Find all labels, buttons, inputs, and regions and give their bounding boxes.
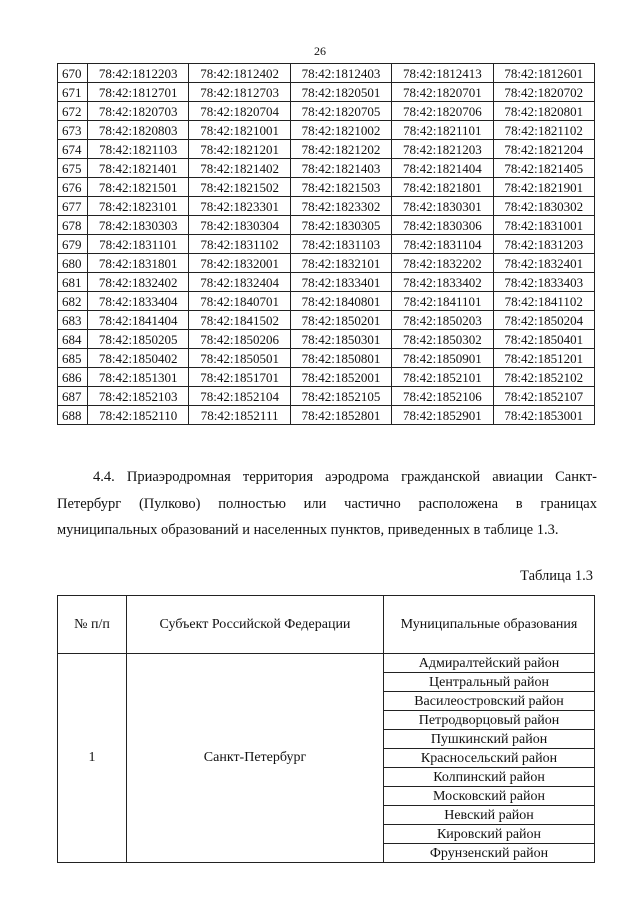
row-number: 670 <box>58 64 88 83</box>
page-number: 26 <box>314 44 326 58</box>
row-number: 671 <box>58 83 88 102</box>
cadastral-code: 78:42:1821101 <box>392 121 493 140</box>
cadastral-code: 78:42:1820702 <box>493 83 594 102</box>
table-row <box>58 216 595 235</box>
cadastral-code: 78:42:1821502 <box>189 178 290 197</box>
cadastral-code: 78:42:1841502 <box>189 311 290 330</box>
cadastral-code: 78:42:1820704 <box>189 102 290 121</box>
cadastral-code: 78:42:1821201 <box>189 140 290 159</box>
row-number: 679 <box>58 235 88 254</box>
cadastral-code: 78:42:1821801 <box>392 178 493 197</box>
cadastral-code: 78:42:1821002 <box>290 121 391 140</box>
cadastral-code: 78:42:1841102 <box>493 292 594 311</box>
cadastral-table <box>57 63 595 425</box>
cadastral-code: 78:42:1831001 <box>493 216 594 235</box>
cadastral-code: 78:42:1850401 <box>493 330 594 349</box>
table-row <box>58 387 595 406</box>
cadastral-code: 78:42:1852111 <box>189 406 290 425</box>
cadastral-code: 78:42:1831801 <box>88 254 189 273</box>
row-number: 674 <box>58 140 88 159</box>
cadastral-code: 78:42:1823101 <box>88 197 189 216</box>
table-row <box>58 311 595 330</box>
cadastral-code: 78:42:1821103 <box>88 140 189 159</box>
cadastral-code: 78:42:1821102 <box>493 121 594 140</box>
cadastral-code: 78:42:1831103 <box>290 235 391 254</box>
cadastral-code: 78:42:1831101 <box>88 235 189 254</box>
municipality-cell: Кировский район <box>384 825 595 844</box>
cadastral-code: 78:42:1821001 <box>189 121 290 140</box>
cadastral-code: 78:42:1850205 <box>88 330 189 349</box>
municipality-cell: Красносельский район <box>384 749 595 768</box>
cadastral-code: 78:42:1821501 <box>88 178 189 197</box>
muni-header-row <box>58 596 595 654</box>
cadastral-code: 78:42:1821403 <box>290 159 391 178</box>
cadastral-code: 78:42:1841101 <box>392 292 493 311</box>
cadastral-code: 78:42:1820801 <box>493 102 594 121</box>
muni-row <box>58 654 595 673</box>
row-number: 686 <box>58 368 88 387</box>
row-number: 680 <box>58 254 88 273</box>
cadastral-code: 78:42:1812703 <box>189 83 290 102</box>
cadastral-code: 78:42:1821404 <box>392 159 493 178</box>
cadastral-code: 78:42:1812403 <box>290 64 391 83</box>
row-number: 688 <box>58 406 88 425</box>
cadastral-code: 78:42:1852107 <box>493 387 594 406</box>
cadastral-code: 78:42:1821202 <box>290 140 391 159</box>
cadastral-code: 78:42:1850501 <box>189 349 290 368</box>
row-number: 675 <box>58 159 88 178</box>
table-row <box>58 349 595 368</box>
municipality-cell: Фрунзенский район <box>384 844 595 863</box>
cadastral-table-body <box>58 64 595 425</box>
cadastral-code: 78:42:1833402 <box>392 273 493 292</box>
table-row <box>58 140 595 159</box>
cadastral-code: 78:42:1852901 <box>392 406 493 425</box>
cadastral-code: 78:42:1851301 <box>88 368 189 387</box>
cadastral-code: 78:42:1850901 <box>392 349 493 368</box>
table-row <box>58 102 595 121</box>
cadastral-code: 78:42:1832101 <box>290 254 391 273</box>
header-municipalities: Муниципальные образования <box>384 596 595 654</box>
row-number: 676 <box>58 178 88 197</box>
municipality-cell: Василеостровский район <box>384 692 595 711</box>
cadastral-code: 78:42:1820803 <box>88 121 189 140</box>
cadastral-code: 78:42:1830301 <box>392 197 493 216</box>
row-number: 687 <box>58 387 88 406</box>
cadastral-code: 78:42:1832404 <box>189 273 290 292</box>
table-row <box>58 159 595 178</box>
cadastral-code: 78:42:1821901 <box>493 178 594 197</box>
table-row <box>58 292 595 311</box>
cadastral-code: 78:42:1852105 <box>290 387 391 406</box>
cadastral-code: 78:42:1850302 <box>392 330 493 349</box>
cadastral-code: 78:42:1830304 <box>189 216 290 235</box>
cadastral-code: 78:42:1840801 <box>290 292 391 311</box>
cadastral-code: 78:42:1830303 <box>88 216 189 235</box>
municipality-cell: Колпинский район <box>384 768 595 787</box>
cadastral-code: 78:42:1852801 <box>290 406 391 425</box>
cadastral-code: 78:42:1852110 <box>88 406 189 425</box>
cadastral-code: 78:42:1823302 <box>290 197 391 216</box>
row-number: 684 <box>58 330 88 349</box>
subject-cell: Санкт-Петербург <box>127 654 384 863</box>
row-number: 678 <box>58 216 88 235</box>
table-row <box>58 64 595 83</box>
cadastral-code: 78:42:1812601 <box>493 64 594 83</box>
cadastral-code: 78:42:1821401 <box>88 159 189 178</box>
header-subject: Субъект Российской Федерации <box>127 596 384 654</box>
table-row <box>58 235 595 254</box>
table-row <box>58 368 595 387</box>
cadastral-code: 78:42:1830302 <box>493 197 594 216</box>
municipality-cell: Невский район <box>384 806 595 825</box>
cadastral-code: 78:42:1820705 <box>290 102 391 121</box>
cadastral-code: 78:42:1850201 <box>290 311 391 330</box>
muni-table-body <box>58 654 595 863</box>
cadastral-code: 78:42:1832001 <box>189 254 290 273</box>
table-row <box>58 273 595 292</box>
municipality-cell: Пушкинский район <box>384 730 595 749</box>
cadastral-code: 78:42:1852001 <box>290 368 391 387</box>
table-row <box>58 178 595 197</box>
cadastral-code: 78:42:1852103 <box>88 387 189 406</box>
cadastral-code: 78:42:1833403 <box>493 273 594 292</box>
row-number: 677 <box>58 197 88 216</box>
row-index: 1 <box>58 654 127 863</box>
cadastral-code: 78:42:1832202 <box>392 254 493 273</box>
cadastral-code: 78:42:1820706 <box>392 102 493 121</box>
cadastral-code: 78:42:1812701 <box>88 83 189 102</box>
municipality-cell: Петродворцовый район <box>384 711 595 730</box>
table-row <box>58 330 595 349</box>
cadastral-code: 78:42:1851201 <box>493 349 594 368</box>
cadastral-code: 78:42:1850203 <box>392 311 493 330</box>
cadastral-code: 78:42:1832401 <box>493 254 594 273</box>
cadastral-code: 78:42:1852101 <box>392 368 493 387</box>
cadastral-code: 78:42:1831203 <box>493 235 594 254</box>
table-caption: Таблица 1.3 <box>520 568 593 584</box>
table-row <box>58 83 595 102</box>
cadastral-code: 78:42:1850206 <box>189 330 290 349</box>
cadastral-code: 78:42:1820703 <box>88 102 189 121</box>
row-number: 685 <box>58 349 88 368</box>
cadastral-code: 78:42:1852102 <box>493 368 594 387</box>
cadastral-code: 78:42:1820501 <box>290 83 391 102</box>
cadastral-code: 78:42:1851701 <box>189 368 290 387</box>
cadastral-code: 78:42:1821503 <box>290 178 391 197</box>
row-number: 673 <box>58 121 88 140</box>
table-row <box>58 197 595 216</box>
cadastral-code: 78:42:1850204 <box>493 311 594 330</box>
municipalities-table <box>57 595 595 863</box>
table-row <box>58 121 595 140</box>
cadastral-code: 78:42:1830305 <box>290 216 391 235</box>
table-row <box>58 254 595 273</box>
cadastral-code: 78:42:1840701 <box>189 292 290 311</box>
section-paragraph: 4.4. Приаэродромная территория аэродрома гражданской авиации Санкт-Петербург (Пулково) полностью или частично расположена в границах муниципальных образований и населенных пунктов, приведенных в таблице 1.3. <box>57 469 597 538</box>
cadastral-code: 78:42:1812413 <box>392 64 493 83</box>
cadastral-code: 78:42:1821405 <box>493 159 594 178</box>
cadastral-code: 78:42:1833404 <box>88 292 189 311</box>
table-row <box>58 406 595 425</box>
cadastral-code: 78:42:1821204 <box>493 140 594 159</box>
cadastral-code: 78:42:1820701 <box>392 83 493 102</box>
cadastral-code: 78:42:1812402 <box>189 64 290 83</box>
cadastral-code: 78:42:1821402 <box>189 159 290 178</box>
header-number: № п/п <box>58 596 127 654</box>
cadastral-code: 78:42:1833401 <box>290 273 391 292</box>
cadastral-code: 78:42:1841404 <box>88 311 189 330</box>
row-number: 681 <box>58 273 88 292</box>
cadastral-code: 78:42:1850301 <box>290 330 391 349</box>
cadastral-code: 78:42:1832402 <box>88 273 189 292</box>
row-number: 683 <box>58 311 88 330</box>
cadastral-code: 78:42:1853001 <box>493 406 594 425</box>
municipality-cell: Центральный район <box>384 673 595 692</box>
cadastral-code: 78:42:1852104 <box>189 387 290 406</box>
cadastral-code: 78:42:1831102 <box>189 235 290 254</box>
cadastral-code: 78:42:1850801 <box>290 349 391 368</box>
cadastral-code: 78:42:1852106 <box>392 387 493 406</box>
cadastral-code: 78:42:1850402 <box>88 349 189 368</box>
row-number: 672 <box>58 102 88 121</box>
cadastral-code: 78:42:1823301 <box>189 197 290 216</box>
cadastral-code: 78:42:1821203 <box>392 140 493 159</box>
cadastral-code: 78:42:1812203 <box>88 64 189 83</box>
cadastral-code: 78:42:1831104 <box>392 235 493 254</box>
municipality-cell: Адмиралтейский район <box>384 654 595 673</box>
cadastral-code: 78:42:1830306 <box>392 216 493 235</box>
row-number: 682 <box>58 292 88 311</box>
municipality-cell: Московский район <box>384 787 595 806</box>
